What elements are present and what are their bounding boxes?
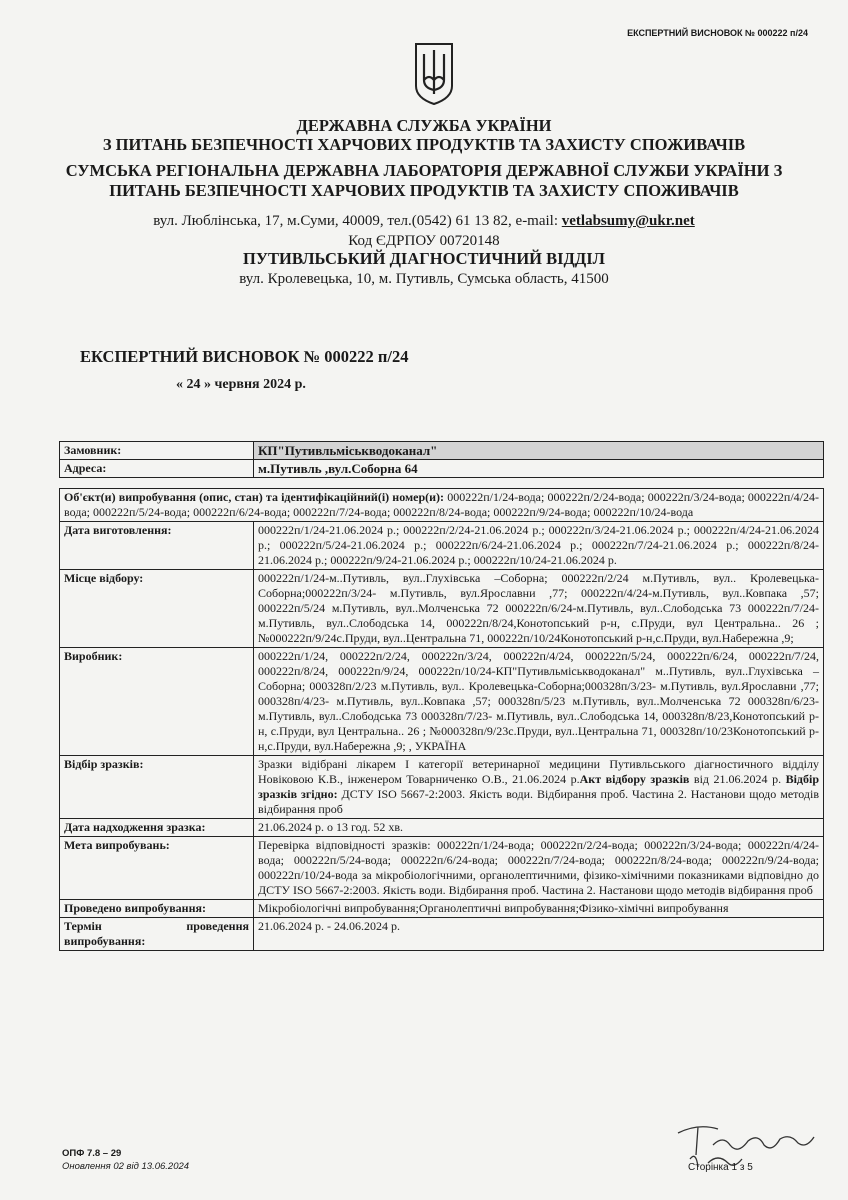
sampling-label: Відбір зразків: [60, 756, 254, 819]
document-date: « 24 » червня 2024 р. [176, 377, 306, 392]
row-label: Термін проведення випробування: [60, 918, 254, 951]
lab-header [0, 161, 848, 201]
table-row [60, 837, 824, 900]
sampling-act-date: від 21.06.2024 р. [689, 772, 786, 786]
customer-row [60, 442, 824, 460]
client-table [59, 441, 824, 478]
row-value: Перевірка відповідності зразків: 000222п/1/24-вода; 000222п/2/24-вода; 000222п/3/24-вода; 000222п/4/24-вода; 000222п/5/24-вода; 000222п/6/24-вода; 000222п/7/24-вода; 000222п/8/24-вода; 000222п/9/24-вода; 000222п/10/24-вода за мікробіологічними, органолептичними, фізико-хімічними показниками відповідно до ДСТУ ISO 5667-2:2003. Якість води. Відбирання проб. Частина 2. Настанови щодо методів відбирання проб [254, 837, 824, 900]
sampling-text: Зразки відібрані лікарем І категорії ветеринарної медицини Путивльського діагностичного відділу Новіковою К.В., інженером Товарниченко О.В., 21.06.2024 р. [258, 757, 819, 786]
objects-row [60, 489, 824, 522]
row-label: Проведено випробування: [60, 900, 254, 918]
edrpou-code: Код ЄДРПОУ 00720148 [348, 233, 500, 249]
row-value: 000222п/1/24-21.06.2024 р.; 000222п/2/24-21.06.2024 р.; 000222п/3/24-21.06.2024 р.; 000222п/4/24-21.06.2024 р.; 000222п/5/24-21.06.2024 р.; 000222п/6/24-21.06.2024 р.; 000222п/7/24-21.06.2024 р.; 000222п/8/24-21.06.2024 р.; 000222п/9/24-21.06.2024 р.; 000222п/10/24-21.06.2024 р. [254, 522, 824, 570]
sampling-act: Акт відбору зразків [579, 772, 690, 786]
sampling-value [254, 756, 824, 819]
table-row [60, 648, 824, 756]
department-address: вул. Кролевецька, 10, м. Путивль, Сумська область, 41500 [239, 271, 609, 287]
row-label: Виробник: [60, 648, 254, 756]
row-value: 21.06.2024 р. - 24.06.2024 р. [254, 918, 824, 951]
page-number: Сторінка 1 з 5 [688, 1162, 753, 1173]
table-row [60, 900, 824, 918]
table-row [60, 570, 824, 648]
sampling-method: ДСТУ ISO 5667-2:2003. Якість води. Відбирання проб. Частина 2. Настанови щодо методів відбирання проб [258, 787, 819, 816]
row-label: Дата надходження зразка: [60, 819, 254, 837]
email-link[interactable]: vetlabsumy@ukr.net [561, 213, 695, 229]
row-label: Дата виготовлення: [60, 522, 254, 570]
trident-emblem-icon [412, 40, 456, 106]
details-table [59, 488, 824, 951]
agency-line-1: ДЕРЖАВНА СЛУЖБА УКРАЇНИ [296, 116, 552, 135]
document-title: ЕКСПЕРТНИЙ ВИСНОВОК № 000222 п/24 [80, 347, 409, 366]
objects-label: Об'єкт(и) випробування (опис, стан) та ідентифікаційний(і) номер(и): [64, 490, 445, 504]
table-row [60, 522, 824, 570]
objects-cell [60, 489, 824, 522]
row-label: Мета випробувань: [60, 837, 254, 900]
row-value: Мікробіологічні випробування;Органолептичні випробування;Фізико-хімічні випробування [254, 900, 824, 918]
objects-value: 000222п/1/24-вода; 000222п/2/24-вода; 000222п/3/24-вода; 000222п/4/24-вода; 000222п/5/24-вода; 000222п/6/24-вода; 000222п/7/24-вода; 000222п/8/24-вода; 000222п/9/24-вода; 000222п/10/24-вода [64, 490, 820, 519]
row-label: Місце відбору: [60, 570, 254, 648]
address-label: Адреса: [60, 460, 254, 478]
row-value: 000222п/1/24-м..Путивль, вул..Глухівська –Соборна; 000222п/2/24 м.Путивль, вул.. Кролевецька-Соборна;000222п/3/24- м.Путивль, вул.Ярославни ,77; 000222п/4/24-м.Путивль, вул..Ковпака ,57; 000222п/5/24 м.Путивль, вул..Молченська 72 000222п/6/24-м.Путивль, вул..Слободська 73 000222п/7/24- м.Путивль, вул..Слободська 14, 000222п/8/24,Конотопський р-н, с.Пруди, вул Центральна.. 26 ; №000222п/9/24с.Пруди, вул..Центральна 71, 000222п/10/24Конотопський р-н,с.Пруди, вул.Набережна ,9; [254, 570, 824, 648]
customer-label: Замовник: [60, 442, 254, 460]
row-value: 21.06.2024 р. о 13 год. 52 хв. [254, 819, 824, 837]
lab-line-2: ПИТАНЬ БЕЗПЕЧНОСТІ ХАРЧОВИХ ПРОДУКТІВ ТА ЗАХИСТУ СПОЖИВАЧІВ [109, 181, 739, 200]
agency-header [0, 116, 848, 154]
sampling-row [60, 756, 824, 819]
table-row [60, 918, 824, 951]
lab-address [0, 211, 848, 251]
address-value: м.Путивль ,вул.Соборна 64 [254, 460, 824, 478]
row-value: 000222п/1/24, 000222п/2/24, 000222п/3/24, 000222п/4/24, 000222п/5/24, 000222п/6/24, 000222п/7/24, 000222п/8/24, 000222п/9/24, 000222п/10/24-КП"Путивльміськводоканал" м..Путивль, вул..Глухівська –Соборна; 000328п/2/23 м.Путивль, вул.. Кролевецька-Соборна;000328п/3/23- м.Путивль, вул.Ярославни ,77; 000328п/4/23- м.Путивль, вул..Ковпака ,57; 000328п/5/23 м.Путивль, вул..Молченська 72 000328п/6/23-м.Путивль, вул..Слободська 73 000328п/7/23- м.Путивль, вул..Слободська 14, 000328п/8/23,Конотопський р-н, с.Пруди, вул Центральна.. 26 ; №000328п/9/23с.Пруди, вул..Центральна 71, 000328п/10/23Конотопський р-н,с.Пруди, вул.Набережна ,9; , УКРАЇНА [254, 648, 824, 756]
form-update-date: Оновлення 02 від 13.06.2024 [62, 1161, 190, 1172]
department-name: ПУТИВЛЬСЬКИЙ ДІАГНОСТИЧНИЙ ВІДДІЛ [243, 249, 605, 268]
customer-value: КП"Путивльміськводоканал" [254, 442, 824, 460]
lab-line-1: СУМСЬКА РЕГІОНАЛЬНА ДЕРЖАВНА ЛАБОРАТОРІЯ ДЕРЖАВНОЇ СЛУЖБИ УКРАЇНИ З [65, 161, 783, 180]
form-code: ОПФ 7.8 – 29 [62, 1148, 122, 1159]
corner-reference: ЕКСПЕРТНИЙ ВИСНОВОК № 000222 п/24 [627, 28, 808, 38]
sampling-method-label: Відбір зразків згідно: [258, 772, 819, 801]
table-row [60, 819, 824, 837]
agency-line-2: З ПИТАНЬ БЕЗПЕЧНОСТІ ХАРЧОВИХ ПРОДУКТІВ ТА ЗАХИСТУ СПОЖИВАЧІВ [102, 135, 746, 154]
address-text: вул. Люблінська, 17, м.Суми, 40009, тел.(0542) 61 13 82, e-mail: [153, 213, 562, 229]
address-row [60, 460, 824, 478]
